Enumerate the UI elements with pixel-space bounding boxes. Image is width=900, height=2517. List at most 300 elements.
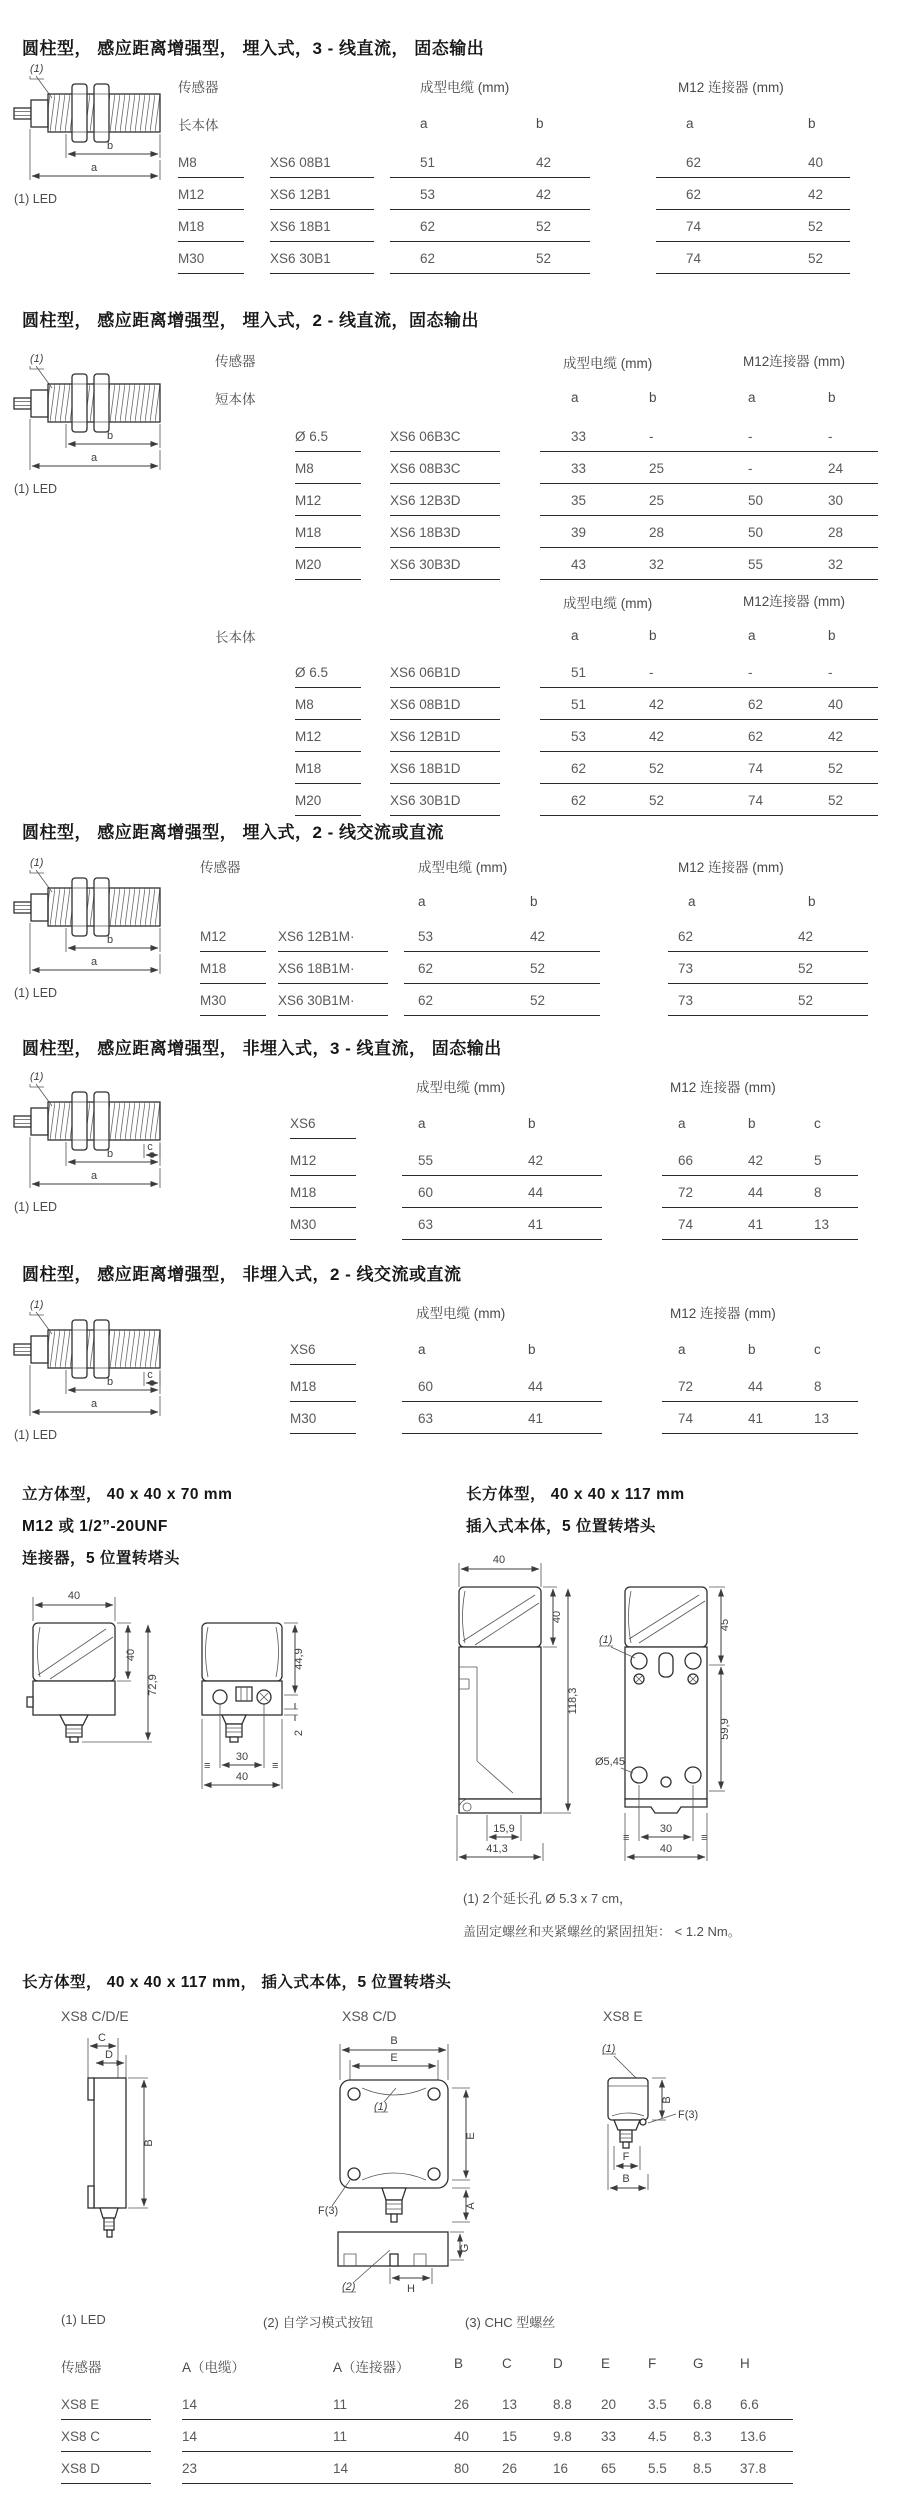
cell-cable-b: 25 bbox=[649, 461, 665, 476]
cell-G: 6.8 bbox=[693, 2397, 712, 2412]
cell-size: M18 bbox=[200, 961, 227, 976]
cell-conn-c: 8 bbox=[814, 1379, 822, 1394]
cell-cable-a: 62 bbox=[418, 961, 434, 976]
cell-conn-a: 74 bbox=[686, 219, 702, 234]
cell-size: M18 bbox=[290, 1379, 317, 1394]
svg-text:≡: ≡ bbox=[204, 1760, 211, 1772]
cell-cable-a: 53 bbox=[420, 187, 436, 202]
table-row bbox=[215, 424, 885, 456]
cell-size: M12 bbox=[200, 929, 227, 944]
cell-cable-a: 60 bbox=[418, 1379, 434, 1394]
hex-nut bbox=[94, 1320, 109, 1378]
cell-cable-b: 25 bbox=[649, 493, 665, 508]
elongated-hole bbox=[631, 1767, 647, 1783]
sensor-nose bbox=[31, 894, 48, 921]
dim-label-B-right: B bbox=[661, 2096, 673, 2104]
dim-label-C: C bbox=[98, 2032, 106, 2044]
cell-cable-a: 51 bbox=[571, 665, 587, 680]
rect-sensor-back-drawing bbox=[595, 1551, 785, 1886]
body-notch bbox=[88, 2078, 94, 2100]
dim-label-D: D bbox=[105, 2049, 113, 2061]
column-header-connector: M12 连接器 (mm) bbox=[670, 1306, 776, 1321]
column-header-sensor: 传感器 bbox=[178, 80, 219, 95]
dim-c-group bbox=[144, 1141, 160, 1158]
subcol-a: a bbox=[748, 628, 756, 643]
cell-model: XS6 18B3D bbox=[390, 525, 461, 540]
svg-text:≡: ≡ bbox=[701, 1832, 708, 1844]
screw-callout-F3: F(3) bbox=[678, 2109, 699, 2121]
cell-cable-b: 42 bbox=[536, 155, 552, 170]
dim-label-width: 40 bbox=[659, 1843, 673, 1855]
corner-hole bbox=[348, 2088, 360, 2100]
subcol-b: b bbox=[528, 1116, 536, 1131]
column-header-cable: 成型电缆 (mm) bbox=[563, 596, 653, 611]
figure-slot-s5 bbox=[10, 1292, 180, 1447]
cell-conn-a: 66 bbox=[678, 1153, 694, 1168]
dim-label-width: 40 bbox=[235, 1771, 249, 1783]
table-s5 bbox=[290, 1302, 870, 1452]
cell-G: 8.5 bbox=[693, 2461, 712, 2476]
figure-slot-s4 bbox=[10, 1064, 180, 1219]
cell-model: XS6 12B1M· bbox=[278, 929, 355, 944]
dim-label-B-bottom: B bbox=[622, 2173, 630, 2185]
dim-label-a: a bbox=[90, 452, 98, 464]
subcol-b: b bbox=[808, 894, 816, 909]
column-header-connector: M12 连接器 (mm) bbox=[670, 1080, 776, 1095]
dim-label-a: a bbox=[90, 956, 98, 968]
cell-cable-b: 44 bbox=[528, 1185, 544, 1200]
cell-size: M18 bbox=[178, 219, 205, 234]
cell-cable-a: 51 bbox=[420, 155, 436, 170]
cell-conn-a: 74 bbox=[748, 793, 764, 808]
cell-cable-b: 52 bbox=[649, 761, 665, 776]
cell-conn-c: 13 bbox=[814, 1217, 830, 1232]
dim-label-b: b bbox=[106, 1148, 114, 1160]
cell-conn-c: 13 bbox=[814, 1411, 830, 1426]
cell-size: Ø 6.5 bbox=[295, 429, 329, 444]
elongated-hole bbox=[685, 1653, 701, 1669]
table-row bbox=[200, 924, 870, 956]
figure-slot-s2 bbox=[10, 346, 180, 501]
subcol-a: a bbox=[688, 894, 696, 909]
cell-cable-a: 62 bbox=[420, 219, 436, 234]
dim-label-c: c bbox=[147, 1141, 153, 1153]
dim-label-plate: 2 bbox=[293, 1729, 305, 1737]
cell-conn-b: 52 bbox=[808, 219, 824, 234]
section-title-6-right-2: 插入式本体，5 位置转塔头 bbox=[466, 1518, 656, 1535]
figure-slot-s3 bbox=[10, 850, 180, 1005]
figure-label-xs8cd: XS8 C/D bbox=[342, 2008, 397, 2024]
cell-cable-a: 62 bbox=[418, 993, 434, 1008]
footnote-chc-screw: (3) CHC 型螺丝 bbox=[465, 2315, 556, 2330]
cell-cable-a: 51 bbox=[571, 697, 587, 712]
cell-cable-b: 44 bbox=[528, 1379, 544, 1394]
dim-c-group bbox=[144, 1369, 160, 1386]
cylindrical-sensor-drawing: (1) c b a (1) LED bbox=[10, 850, 180, 1000]
cell-conn-a: 62 bbox=[678, 929, 694, 944]
cylindrical-sensor-drawing bbox=[10, 1292, 180, 1442]
dim-label-depth: 44,9 bbox=[293, 1648, 305, 1670]
table-row bbox=[215, 552, 885, 584]
cell-model: XS6 12B3D bbox=[390, 493, 461, 508]
cell-size: M30 bbox=[290, 1411, 317, 1426]
connector-neck bbox=[222, 1715, 246, 1724]
table-row bbox=[215, 456, 885, 488]
subcol-a: a bbox=[686, 116, 694, 131]
cell-model: XS6 12B1 bbox=[270, 187, 331, 202]
cell-cable-b: 41 bbox=[528, 1217, 544, 1232]
cell-conn-b: 28 bbox=[828, 525, 844, 540]
section-title-6-left-3: 连接器，5 位置转塔头 bbox=[22, 1550, 180, 1567]
footnote-teach-button: (2) 自学习模式按钮 bbox=[263, 2315, 374, 2330]
cell-model: XS8 D bbox=[61, 2461, 101, 2476]
cover-screw bbox=[661, 1777, 671, 1787]
sensor-nose bbox=[31, 1336, 48, 1363]
dim-label-45: 45 bbox=[719, 1618, 731, 1632]
cell-conn-b: 44 bbox=[748, 1379, 764, 1394]
cell-conn-c: 5 bbox=[814, 1153, 822, 1168]
cell-cable-b: 42 bbox=[528, 1153, 544, 1168]
cell-model: XS6 08B3C bbox=[390, 461, 461, 476]
cell-conn-b: 40 bbox=[828, 697, 844, 712]
row-header-long-body: 长本体 bbox=[178, 118, 219, 133]
dim-label-a: a bbox=[90, 1398, 98, 1410]
subcol-a: a bbox=[420, 116, 428, 131]
cell-B: 26 bbox=[454, 2397, 470, 2412]
cell-conn-a: 74 bbox=[678, 1217, 694, 1232]
figure-label-xs8cde: XS8 C/D/E bbox=[61, 2008, 129, 2024]
column-header-sensor: 传感器 bbox=[61, 2360, 102, 2375]
column-header-cable: 成型电缆 (mm) bbox=[418, 860, 508, 875]
cell-conn-b: 32 bbox=[828, 557, 844, 572]
sensor-body bbox=[94, 2078, 126, 2208]
cell-model: XS6 30B1D bbox=[390, 793, 461, 808]
cell-cable-b: 52 bbox=[536, 219, 552, 234]
chc-screw bbox=[640, 2119, 646, 2125]
column-header-G: G bbox=[693, 2356, 704, 2371]
column-header-cable: 成型电缆 (mm) bbox=[416, 1080, 506, 1095]
cell-conn-b: 42 bbox=[808, 187, 824, 202]
hole-callout-number: (1) bbox=[599, 1634, 613, 1646]
figure-slot-s1 bbox=[10, 56, 180, 211]
cell-cable-a: 62 bbox=[571, 761, 587, 776]
section-title-6-left-2: M12 或 1/2”-20UNF bbox=[22, 1518, 168, 1535]
cable-stub bbox=[14, 902, 31, 913]
cell-cable-a: 33 bbox=[571, 461, 587, 476]
cell-cable-b: 52 bbox=[530, 961, 546, 976]
sensor-body bbox=[608, 2078, 648, 2120]
table-row bbox=[215, 660, 885, 692]
cell-H: 6.6 bbox=[740, 2397, 759, 2412]
cell-cable-a: 53 bbox=[418, 929, 434, 944]
cell-E: 65 bbox=[601, 2461, 617, 2476]
cell-conn-a: - bbox=[748, 429, 753, 444]
teach-callout-number: (2) bbox=[342, 2281, 356, 2293]
hole-diameter-label: Ø5,45 bbox=[595, 1756, 625, 1768]
cell-size: Ø 6.5 bbox=[295, 665, 329, 680]
svg-text:≡: ≡ bbox=[623, 1832, 630, 1844]
cable-stub bbox=[14, 1116, 31, 1127]
cell-size: M12 bbox=[290, 1153, 317, 1168]
cell-conn-a: 74 bbox=[678, 1411, 694, 1426]
cell-size: M12 bbox=[178, 187, 205, 202]
cell-conn-a: 62 bbox=[748, 729, 764, 744]
cable-stub bbox=[14, 108, 31, 119]
cable-stub bbox=[14, 398, 31, 409]
cell-conn-a: 62 bbox=[748, 697, 764, 712]
table-row bbox=[61, 2392, 801, 2424]
section-title-5: 圆柱型， 感应距离增强型， 非埋入式，2 - 线交流或直流 bbox=[22, 1265, 462, 1284]
table-s2 bbox=[215, 350, 885, 820]
dim-label-b: b bbox=[106, 140, 114, 152]
hex-nut bbox=[94, 374, 109, 432]
cell-a-cable: 23 bbox=[182, 2461, 198, 2476]
screw-callout-F3: F(3) bbox=[318, 2205, 339, 2217]
table-s4 bbox=[290, 1076, 870, 1256]
sensor-foot bbox=[625, 1799, 707, 1813]
cell-cable-b: 28 bbox=[649, 525, 665, 540]
sensor-base bbox=[33, 1681, 115, 1715]
cell-conn-b: 52 bbox=[828, 793, 844, 808]
dim-label-offset: 15,9 bbox=[493, 1823, 515, 1835]
subcol-b: b bbox=[828, 390, 836, 405]
cable-gland bbox=[100, 2208, 118, 2218]
cell-conn-b: 41 bbox=[748, 1217, 764, 1232]
cell-model: XS6 08B1D bbox=[390, 697, 461, 712]
section-title-3: 圆柱型， 感应距离增强型， 埋入式，2 - 线交流或直流 bbox=[22, 823, 445, 842]
cell-a-cable: 14 bbox=[182, 2429, 198, 2444]
cell-F: 5.5 bbox=[648, 2461, 667, 2476]
column-header-sensor: 传感器 bbox=[215, 354, 256, 369]
cell-model: XS6 30B1 bbox=[270, 251, 331, 266]
cell-size: M12 bbox=[295, 729, 322, 744]
sensing-head bbox=[625, 1587, 707, 1647]
cell-model: XS6 30B3D bbox=[390, 557, 461, 572]
cell-cable-b: 52 bbox=[649, 793, 665, 808]
cell-cable-b: 42 bbox=[536, 187, 552, 202]
table-row bbox=[178, 214, 868, 246]
column-header-a-cable: A（电缆） bbox=[182, 2360, 246, 2375]
corner-hole bbox=[348, 2168, 360, 2180]
cell-conn-a: 62 bbox=[686, 155, 702, 170]
subcol-b: b bbox=[649, 628, 657, 643]
cell-cable-b: 42 bbox=[649, 697, 665, 712]
cell-size: M8 bbox=[178, 155, 197, 170]
table-row bbox=[178, 182, 868, 214]
cell-conn-a: - bbox=[748, 461, 753, 476]
dim-label-head-height: 40 bbox=[125, 1648, 137, 1662]
dim-label-base-width: 41,3 bbox=[486, 1843, 508, 1855]
cell-conn-a: - bbox=[748, 665, 753, 680]
dim-label-E-top: E bbox=[390, 2052, 398, 2064]
cell-conn-b: 52 bbox=[808, 251, 824, 266]
column-header-connector: M12连接器 (mm) bbox=[743, 594, 845, 609]
led-footnote: (1) LED bbox=[14, 1428, 58, 1442]
cell-a-connector: 14 bbox=[333, 2461, 349, 2476]
led-callout-number: (1) bbox=[30, 1071, 44, 1083]
table-row bbox=[290, 1406, 870, 1438]
column-header-E: E bbox=[601, 2356, 611, 2371]
dim-label-total-height: 118,3 bbox=[567, 1687, 579, 1715]
column-header-B: B bbox=[454, 2356, 464, 2371]
footnote-torque: 盖固定螺丝和夹紧螺丝的紧固扭矩： < 1.2 Nm。 bbox=[463, 1924, 741, 1939]
led-callout-number: (1) bbox=[374, 2101, 388, 2113]
led-footnote: (1) LED bbox=[14, 192, 58, 206]
cell-cable-a: 62 bbox=[420, 251, 436, 266]
cable-gland bbox=[382, 2188, 406, 2200]
mounting-hole bbox=[213, 1690, 227, 1704]
table-row bbox=[215, 488, 885, 520]
column-header-D: D bbox=[553, 2356, 563, 2371]
dim-label-a: a bbox=[90, 1170, 98, 1182]
cell-model: XS8 C bbox=[61, 2429, 101, 2444]
subcol-c: c bbox=[814, 1342, 821, 1357]
dim-label-599: 59,9 bbox=[719, 1718, 731, 1740]
cell-C: 13 bbox=[502, 2397, 518, 2412]
cell-cable-a: 63 bbox=[418, 1411, 434, 1426]
cell-model: XS6 12B1D bbox=[390, 729, 461, 744]
led-callout-number: (1) bbox=[30, 353, 44, 365]
cell-D: 16 bbox=[553, 2461, 569, 2476]
turret-slot bbox=[236, 1687, 252, 1701]
corner-hole bbox=[428, 2168, 440, 2180]
cell-F: 4.5 bbox=[648, 2429, 667, 2444]
cell-cable-a: 62 bbox=[571, 793, 587, 808]
cell-H: 37.8 bbox=[740, 2461, 767, 2476]
cell-conn-b: 42 bbox=[748, 1153, 764, 1168]
cell-cable-b: 52 bbox=[530, 993, 546, 1008]
table-s1 bbox=[178, 76, 868, 286]
dim-label-c: c bbox=[147, 1369, 153, 1381]
dim-label-G: G bbox=[459, 2243, 471, 2253]
cell-conn-b: 52 bbox=[798, 993, 814, 1008]
cell-conn-b: 52 bbox=[798, 961, 814, 976]
elongated-hole bbox=[631, 1653, 647, 1669]
cell-cable-a: 53 bbox=[571, 729, 587, 744]
column-header-a-connector: A（连接器） bbox=[333, 2360, 410, 2375]
cylindrical-sensor-drawing bbox=[10, 1064, 180, 1214]
led-footnote: (1) LED bbox=[14, 986, 58, 1000]
cell-D: 9.8 bbox=[553, 2429, 572, 2444]
cell-model: XS6 18B1M· bbox=[278, 961, 355, 976]
cell-conn-b: - bbox=[828, 429, 833, 444]
xs8cd-front-drawing bbox=[318, 2030, 503, 2295]
cell-conn-a: 72 bbox=[678, 1379, 694, 1394]
hex-nut bbox=[94, 878, 109, 936]
subcol-a: a bbox=[678, 1116, 686, 1131]
row-header-long-body: 长本体 bbox=[215, 630, 256, 645]
hex-nut bbox=[72, 878, 87, 936]
cell-size: M20 bbox=[295, 557, 322, 572]
column-header-H: H bbox=[740, 2356, 750, 2371]
table-row bbox=[215, 520, 885, 552]
column-header-sensor: 传感器 bbox=[200, 860, 241, 875]
series-header: XS6 bbox=[290, 1116, 316, 1131]
subcol-a: a bbox=[418, 894, 426, 909]
cell-conn-b: 52 bbox=[828, 761, 844, 776]
xs8e-drawing bbox=[578, 2030, 748, 2205]
cell-D: 8.8 bbox=[553, 2397, 572, 2412]
subcol-b: b bbox=[748, 1342, 756, 1357]
subcol-b: b bbox=[828, 628, 836, 643]
cell-a-connector: 11 bbox=[333, 2397, 348, 2412]
led-callout-number: (1) bbox=[30, 63, 44, 75]
cell-cable-b: - bbox=[649, 665, 654, 680]
dim-label-b: b bbox=[106, 430, 114, 442]
subcol-a: a bbox=[678, 1342, 686, 1357]
cell-conn-b: 42 bbox=[798, 929, 814, 944]
table-row bbox=[200, 988, 870, 1020]
column-header-cable: 成型电缆 (mm) bbox=[416, 1306, 506, 1321]
led-footnote: (1) LED bbox=[14, 1200, 58, 1214]
cell-model: XS6 18B1 bbox=[270, 219, 331, 234]
dim-label-hole-spacing: 30 bbox=[659, 1823, 673, 1835]
table-row bbox=[200, 956, 870, 988]
cell-cable-a: 35 bbox=[571, 493, 587, 508]
cell-size: M18 bbox=[295, 761, 322, 776]
turret-slot bbox=[659, 1653, 673, 1677]
cell-conn-b: 41 bbox=[748, 1411, 764, 1426]
cell-cable-b: 52 bbox=[536, 251, 552, 266]
cell-a-cable: 14 bbox=[182, 2397, 198, 2412]
table-s7 bbox=[61, 2356, 801, 2496]
subcol-b: b bbox=[536, 116, 544, 131]
cell-F: 3.5 bbox=[648, 2397, 667, 2412]
table-row bbox=[215, 692, 885, 724]
cell-size: M18 bbox=[290, 1185, 317, 1200]
cell-conn-a: 72 bbox=[678, 1185, 694, 1200]
sensor-nose bbox=[31, 100, 48, 127]
section-title-2: 圆柱型， 感应距离增强型， 埋入式，2 - 线直流，固态输出 bbox=[22, 311, 480, 330]
section-title-4: 圆柱型， 感应距离增强型， 非埋入式，3 - 线直流， 固态输出 bbox=[22, 1039, 502, 1058]
subcol-b: b bbox=[748, 1116, 756, 1131]
subcol-a: a bbox=[418, 1116, 426, 1131]
cell-conn-a: 74 bbox=[686, 251, 702, 266]
cell-size: M30 bbox=[290, 1217, 317, 1232]
hex-nut bbox=[94, 84, 109, 142]
cell-size: M30 bbox=[178, 251, 205, 266]
column-header-cable: 成型电缆 (mm) bbox=[420, 80, 510, 95]
section-title-7: 长方体型， 40 x 40 x 117 mm， 插入式本体，5 位置转塔头 bbox=[22, 1974, 452, 1991]
cell-cable-a: 39 bbox=[571, 525, 587, 540]
section-title-6-left-1: 立方体型， 40 x 40 x 70 mm bbox=[22, 1486, 233, 1503]
table-row bbox=[215, 756, 885, 788]
subcol-b: b bbox=[808, 116, 816, 131]
subcol-a: a bbox=[571, 390, 579, 405]
table-row bbox=[61, 2424, 801, 2456]
teach-button bbox=[390, 2254, 398, 2266]
cable-gland bbox=[614, 2120, 640, 2130]
table-row bbox=[61, 2456, 801, 2488]
cube-sensor-front-drawing bbox=[18, 1583, 168, 1783]
cell-cable-a: 55 bbox=[418, 1153, 434, 1168]
table-row bbox=[215, 724, 885, 756]
cell-cable-b: 42 bbox=[649, 729, 665, 744]
hex-nut bbox=[94, 1092, 109, 1150]
dim-label-A: A bbox=[465, 2202, 477, 2210]
subcol-c: c bbox=[814, 1116, 821, 1131]
subcol-a: a bbox=[571, 628, 579, 643]
table-row bbox=[178, 246, 868, 278]
dim-label-width: 40 bbox=[492, 1554, 506, 1566]
dim-label-F: F bbox=[622, 2151, 630, 2163]
cell-size: M18 bbox=[295, 525, 322, 540]
led-footnote: (1) LED bbox=[14, 482, 58, 496]
cell-conn-a: 50 bbox=[748, 525, 764, 540]
dim-label-b: b bbox=[106, 1376, 114, 1388]
section-title-6-right-1: 长方体型， 40 x 40 x 117 mm bbox=[466, 1486, 685, 1503]
cell-cable-b: - bbox=[649, 429, 654, 444]
